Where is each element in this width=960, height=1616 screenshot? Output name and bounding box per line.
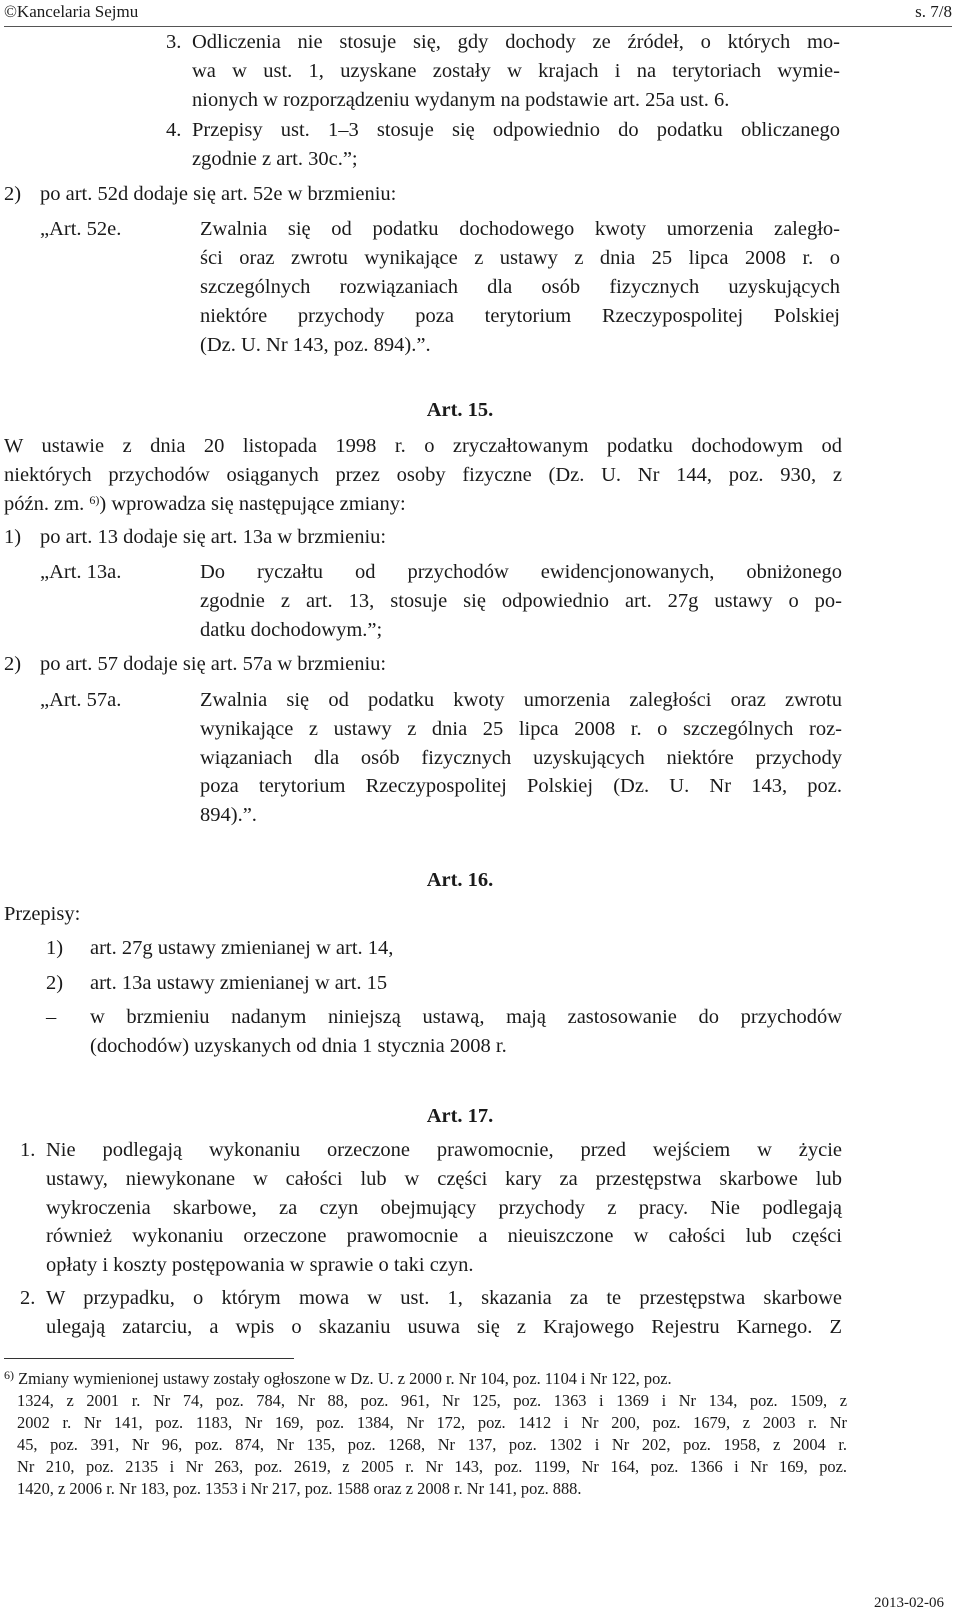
paragraph-number: 1. [20,1139,36,1161]
article-label: „Art. 52e. [40,218,122,240]
point-number: 2) [4,183,22,205]
art17-paragraph-2 [46,1284,842,1342]
text-line: (Dz. U. Nr 143, poz. 894).”. [200,333,431,356]
text-line: wiązaniach dla osób fizycznych uzyskujących niektóre przychody [200,746,842,769]
art17-paragraph-1 [46,1136,842,1280]
text-line: W przypadku, o którym mowa w ust. 1, skazania za te przestępstwa skarbowe [46,1287,842,1309]
footnote [4,1368,846,1390]
text-line: datku dochodowym.”; [200,618,383,641]
dash-marker: – [46,1006,57,1028]
text-line: nionych w rozporządzeniu wydanym na podstawie art. 25a ust. 6. [192,88,730,111]
text-line: szczególnych rozwiązaniach dla osób fizycznych uzyskujących [200,276,840,298]
text-line: (dochodów) uzyskanych od dnia 1 stycznia 2008 r. [90,1034,507,1057]
text-line: Przepisy ust. 1–3 stosuje się odpowiednio do podatku obliczanego [192,119,840,141]
footer-date: 2013-02-06 [874,1595,944,1611]
text-line: niektórych przychodów osiąganych przez osoby fizyczne (Dz. U. Nr 144, poz. 930, z [4,463,842,486]
text-line: 1420, z 2006 r. Nr 183, poz. 1353 i Nr 217, poz. 1588 oraz z 2008 r. Nr 141, poz. 888. [17,1479,582,1498]
point-number: 1) [4,526,22,548]
text-line: wa w ust. 1, uzyskane zostały w krajach i na terytoriach wymie- [192,59,840,82]
text-line: Odliczenia nie stosuje się, gdy dochody ze źródeł, o których mo- [192,31,840,53]
paragraph-number: 3. [166,31,182,53]
paragraph-number: 4. [166,119,182,141]
article-label: „Art. 57a. [40,689,122,711]
text-line [4,490,842,519]
art16-tail [90,1003,842,1061]
page-header [4,2,952,24]
list-number: 1) [46,937,64,959]
text-line: Nie podlegają wykonaniu orzeczone prawomocnie, przed wejściem w życie [46,1139,842,1161]
text-line: zgodnie z art. 13, stosuje się odpowiednio art. 27g ustawy o po- [200,589,842,612]
list-item-2: art. 13a ustawy zmienianej w art. 15 [90,972,388,994]
article-52e-text-cont [200,273,840,359]
text-line: zgodnie z art. 30c.”; [192,147,358,170]
text-line: 1324, z 2001 r. Nr 74, poz. 784, Nr 88, poz. 961, Nr 125, poz. 1363 i 1369 i Nr 134, poz. 1509, z [17,1391,847,1410]
text-line: Zwalnia się od podatku dochodowego kwoty umorzenia zaległo- [200,218,840,240]
text-line: ustawy, niewykonane w całości lub w części kary za przestępstwa skarbowe lub [46,1167,842,1190]
paragraph-3 [192,28,840,114]
footnote-separator [4,1358,294,1359]
text-line: ści oraz zwrotu wynikające z ustawy z dnia 25 lipca 2008 r. o [200,246,840,269]
header-publisher: ©Kancelaria Sejmu [4,2,139,21]
text-line: 2002 r. Nr 141, poz. 1183, Nr 169, poz. 1384, Nr 172, poz. 1412 i Nr 200, poz. 1679, z 2003 r. Nr [17,1413,847,1432]
point-2-text: po art. 57 dodaje się art. 57a w brzmieniu: [40,653,387,675]
footnote-mark: 6) [4,1368,14,1382]
list-item-1: art. 27g ustawy zmienianej w art. 14, [90,937,394,959]
text-line: niektóre przychody poza terytorium Rzeczypospolitej Polskiej [200,304,840,327]
text-span: ) wprowadza się następujące zmiany: [99,492,406,515]
text-span: późn. zm. [4,492,85,515]
point-1-text: po art. 13 dodaje się art. 13a w brzmieniu: [40,526,387,548]
article-13a-text [200,558,842,644]
footnote-ref: 6) [89,492,100,507]
paragraph-4 [192,116,840,174]
article-57a-text [200,686,842,830]
text-span: Zmiany wymienionej ustawy zostały ogłoszone w Dz. U. z 2000 r. Nr 104, poz. 1104 i Nr 122, poz. [18,1369,672,1388]
text-line: poza terytorium Rzeczypospolitej Polskiej (Dz. U. Nr 143, poz. [200,775,842,798]
text-line: wykroczenia skarbowe, za czyn obejmujący przychody z pracy. Nie podlegają [46,1196,842,1219]
text-line: w brzmieniu nadanym niniejszą ustawą, mają zastosowanie do przychodów [90,1006,842,1028]
header-rule [4,26,952,27]
text-line: 45, poz. 391, Nr 96, poz. 874, Nr 135, poz. 1268, Nr 137, poz. 1302 i Nr 202, poz. 1958, z 2004 r. [17,1435,847,1454]
paragraph-number: 2. [20,1287,36,1309]
article-label: „Art. 13a. [40,561,122,583]
text-line: ulegają zatarciu, a wpis o skazaniu usuwa się z Krajowego Rejestru Karnego. Z [46,1315,842,1338]
text-line: opłaty i koszty postępowania w sprawie o taki czyn. [46,1254,474,1277]
article-16-heading: Art. 16. [426,869,494,891]
text-line: Zwalnia się od podatku kwoty umorzenia zaległości oraz zwrotu [200,689,842,711]
text-line: również wykonaniu orzeczone prawomocnie a nieuiszczone w całości lub części [46,1225,842,1248]
list-number: 2) [46,972,64,994]
article-15-intro [4,432,842,518]
article-52e-text [200,215,840,273]
text-line [4,1368,846,1390]
text-line: Nr 210, poz. 2135 i Nr 263, poz. 2619, z 2005 r. Nr 143, poz. 1199, Nr 164, poz. 1366 i Nr 169, poz. [17,1457,847,1476]
article-17-heading: Art. 17. [426,1105,494,1127]
text-line: Do ryczałtu od przychodów ewidencjonowanych, obniżonego [200,561,842,583]
header-page-number: s. 7/8 [915,2,952,21]
footnote-cont [17,1390,847,1500]
point-number: 2) [4,653,22,675]
point-2-text: po art. 52d dodaje się art. 52e w brzmieniu: [40,183,397,205]
text-line: W ustawie z dnia 20 listopada 1998 r. o zryczałtowanym podatku dochodowym od [4,435,842,457]
article-15-heading: Art. 15. [426,399,494,421]
przepisy-label: Przepisy: [4,903,81,925]
text-line: wynikające z ustawy z dnia 25 lipca 2008 r. o szczególnych roz- [200,717,842,740]
text-line: 894).”. [200,804,257,827]
